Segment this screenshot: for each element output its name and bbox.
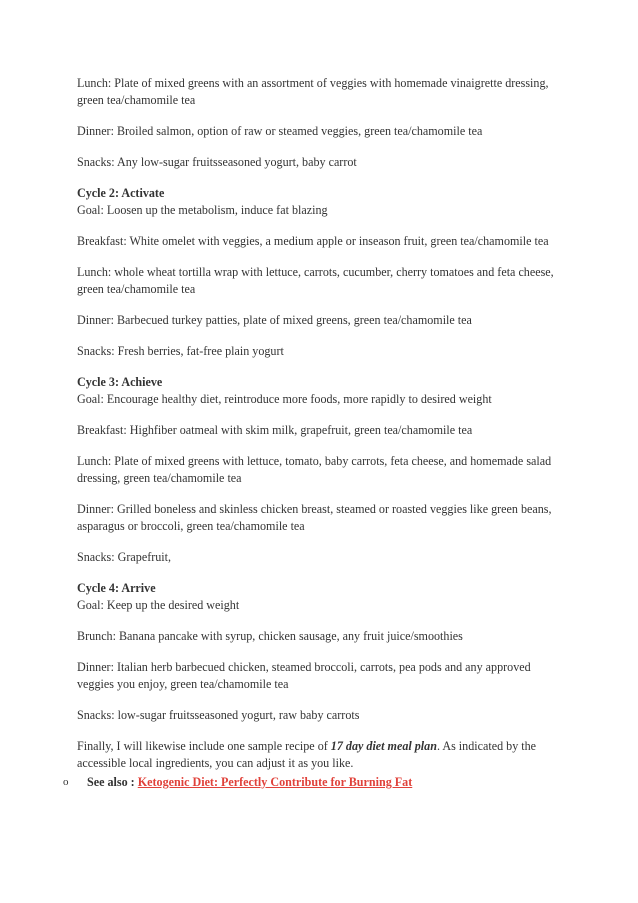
see-also-link[interactable]: Ketogenic Diet: Perfectly Contribute for Burning Fat [137,775,413,789]
bullet-circle-icon: o [63,776,69,788]
recipe-emphasis: 17 day diet meal plan [330,739,437,753]
cycle-4-snacks: Snacks: low-sugar fruitsseasoned yogurt, raw baby carrots [77,708,360,722]
cycle-2-block [77,185,565,219]
see-also-label: See also : [87,775,138,789]
cycle-3-lunch: Lunch: Plate of mixed greens with lettuce, tomato, baby carrots, feta cheese, and homemade salad dressing, green tea/chamomile tea [77,454,552,485]
cycle-2-dinner: Dinner: Barbecued turkey patties, plate of mixed greens, green tea/chamomile tea [77,313,472,327]
cycle-4-heading: Cycle 4: Arrive [77,581,156,595]
closing-text-before: Finally, I will likewise include one sample recipe of [77,739,331,753]
cycle-3-breakfast: Breakfast: Highfiber oatmeal with skim milk, grapefruit, green tea/chamomile tea [77,423,473,437]
cycle-3-block [77,374,565,408]
cycle-2-breakfast: Breakfast: White omelet with veggies, a medium apple or inseason fruit, green tea/chamomile tea [77,234,549,248]
cycle-4-goal: Goal: Keep up the desired weight [77,598,240,612]
dinner-paragraph: Dinner: Broiled salmon, option of raw or steamed veggies, green tea/chamomile tea [77,124,483,138]
closing-text-after: . As indicated by the accessible local ingredients, you can adjust it as you like. [77,739,537,770]
cycle-2-heading: Cycle 2: Activate [77,186,165,200]
see-also-item [63,774,565,791]
cycle-3-heading: Cycle 3: Achieve [77,375,163,389]
cycle-3-dinner: Dinner: Grilled boneless and skinless chicken breast, steamed or roasted veggies like green beans, asparagus or broccoli, green tea/chamomile tea [77,502,552,533]
cycle-2-lunch: Lunch: whole wheat tortilla wrap with lettuce, carrots, cucumber, cherry tomatoes and feta cheese, green tea/chamomile tea [77,265,554,296]
cycle-4-brunch: Brunch: Banana pancake with syrup, chicken sausage, any fruit juice/smoothies [77,629,463,643]
snacks-paragraph: Snacks: Any low-sugar fruitsseasoned yogurt, baby carrot [77,155,357,169]
cycle-2-snacks: Snacks: Fresh berries, fat-free plain yogurt [77,344,284,358]
document-body [63,75,565,791]
cycle-4-dinner: Dinner: Italian herb barbecued chicken, steamed broccoli, carrots, pea pods and any approved veggies you enjoy, green tea/chamomile tea [77,660,531,691]
lunch-paragraph: Lunch: Plate of mixed greens with an assortment of veggies with homemade vinaigrette dressing, green tea/chamomile tea [77,76,549,107]
cycle-3-goal: Goal: Encourage healthy diet, reintroduce more foods, more rapidly to desired weight [77,392,492,406]
cycle-2-goal: Goal: Loosen up the metabolism, induce fat blazing [77,203,328,217]
cycle-4-block [77,580,565,614]
closing-paragraph [77,738,565,772]
cycle-3-snacks: Snacks: Grapefruit, [77,550,172,564]
